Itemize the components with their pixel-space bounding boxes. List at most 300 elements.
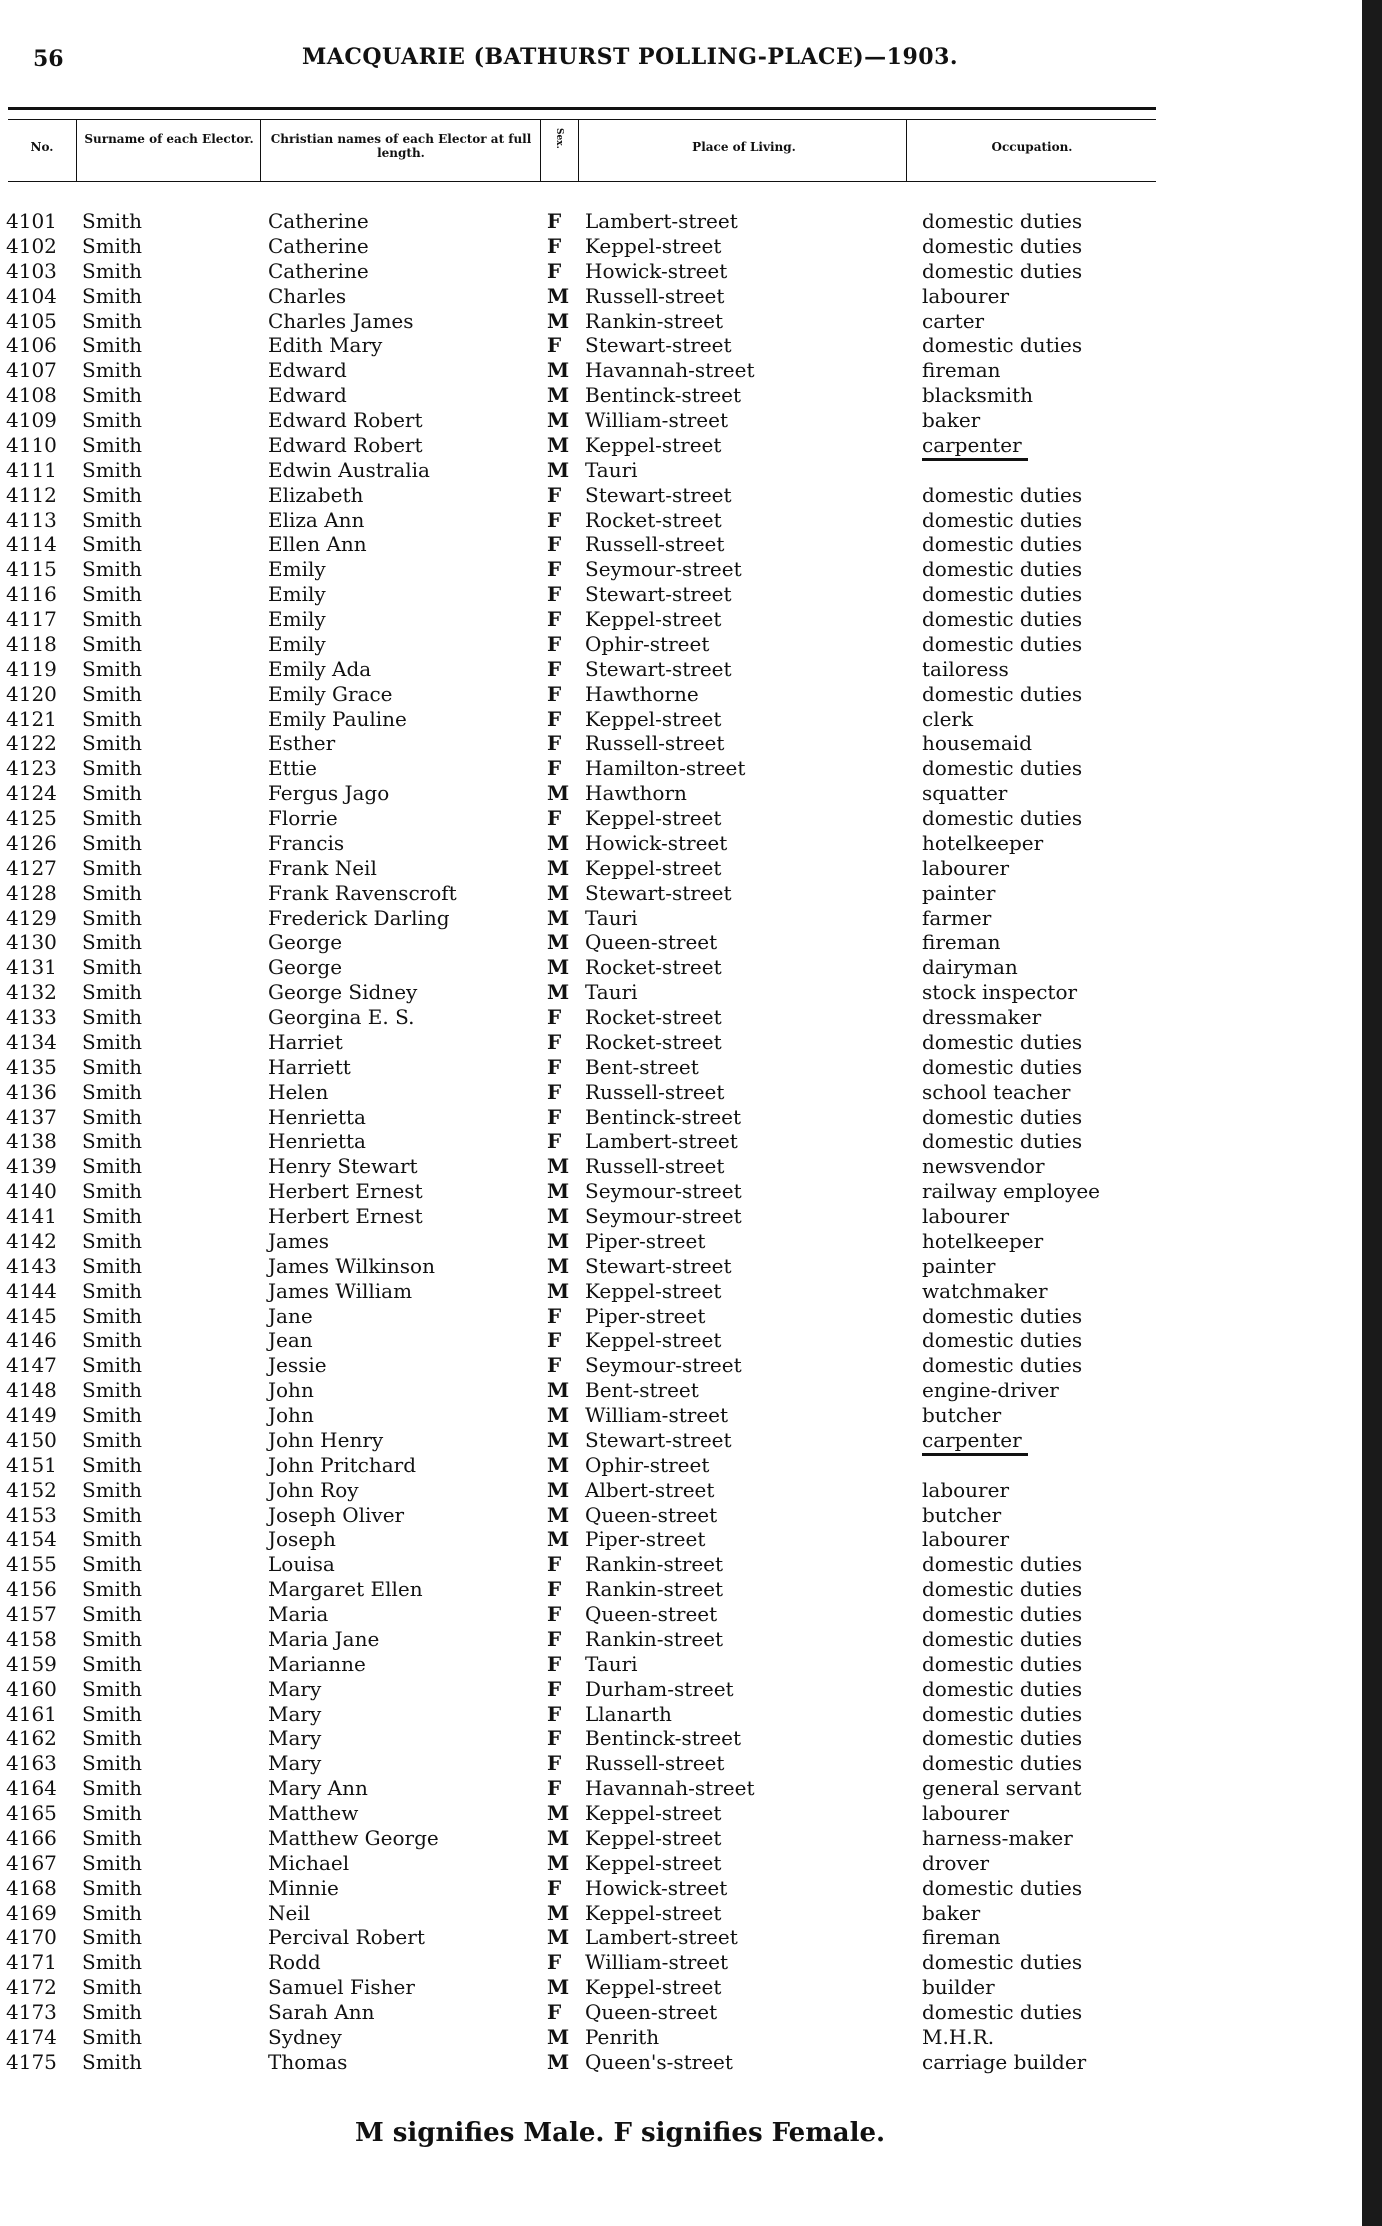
table-row bbox=[0, 1627, 1382, 1652]
elector-surname: Smith bbox=[82, 1452, 142, 1477]
elector-surname: Smith bbox=[82, 681, 142, 706]
elector-sex: M bbox=[547, 358, 570, 383]
elector-occupation: painter bbox=[922, 880, 996, 905]
elector-sex: F bbox=[547, 1776, 562, 1801]
elector-christian-names: Frank Neil bbox=[268, 855, 377, 880]
table-row bbox=[0, 930, 1382, 955]
elector-number: 4107 bbox=[6, 358, 57, 383]
elector-sex: M bbox=[547, 1477, 570, 1502]
elector-sex: F bbox=[547, 209, 562, 233]
table-row bbox=[0, 483, 1382, 508]
elector-occupation: domestic duties bbox=[922, 532, 1083, 557]
table-row bbox=[0, 1229, 1382, 1254]
elector-occupation: domestic duties bbox=[922, 631, 1083, 656]
elector-surname: Smith bbox=[82, 1701, 142, 1726]
elector-christian-names: Edward Robert bbox=[268, 408, 423, 432]
elector-occupation: carriage builder bbox=[922, 2049, 1087, 2074]
elector-number: 4167 bbox=[6, 1850, 57, 1875]
elector-sex: F bbox=[547, 1303, 562, 1328]
elector-christian-names: Neil bbox=[268, 1900, 311, 1925]
elector-number: 4132 bbox=[6, 980, 57, 1005]
elector-christian-names: Michael bbox=[268, 1850, 350, 1875]
elector-sex: M bbox=[547, 1452, 570, 1477]
table-row bbox=[0, 1776, 1382, 1801]
elector-sex: F bbox=[547, 1701, 562, 1726]
elector-surname: Smith bbox=[82, 706, 142, 731]
elector-surname: Smith bbox=[82, 1278, 142, 1303]
table-row bbox=[0, 1005, 1382, 1030]
elector-christian-names: Eliza Ann bbox=[268, 507, 365, 532]
elector-place: Hamilton-street bbox=[585, 756, 746, 781]
table-row bbox=[0, 682, 1382, 707]
elector-christian-names: Emily bbox=[268, 631, 326, 656]
elector-occupation: farmer bbox=[922, 905, 992, 930]
elector-sex: M bbox=[547, 457, 570, 482]
elector-surname: Smith bbox=[82, 2049, 142, 2074]
elector-place: Ophir-street bbox=[585, 631, 710, 656]
occupation-blank-rule bbox=[922, 458, 1028, 461]
table-row bbox=[0, 881, 1382, 906]
column-divider bbox=[540, 119, 541, 181]
table-row bbox=[0, 831, 1382, 856]
elector-sex: F bbox=[547, 1054, 562, 1079]
elector-occupation: fireman bbox=[922, 1925, 1001, 1950]
elector-occupation: painter bbox=[922, 1253, 996, 1278]
elector-surname: Smith bbox=[82, 1925, 142, 1950]
table-row bbox=[0, 607, 1382, 632]
elector-place: William-street bbox=[585, 1950, 729, 1975]
elector-sex: F bbox=[547, 1552, 562, 1577]
elector-occupation: domestic duties bbox=[922, 756, 1083, 781]
table-row bbox=[0, 806, 1382, 831]
table-row bbox=[0, 1129, 1382, 1154]
column-divider bbox=[260, 119, 261, 181]
elector-christian-names: John bbox=[268, 1378, 314, 1403]
elector-sex: F bbox=[547, 233, 562, 258]
elector-christian-names: George bbox=[268, 930, 343, 955]
table-row bbox=[0, 906, 1382, 931]
elector-number: 4137 bbox=[6, 1104, 57, 1129]
elector-occupation: domestic duties bbox=[922, 1950, 1083, 1975]
elector-number: 4173 bbox=[6, 2000, 57, 2024]
elector-place: Keppel-street bbox=[585, 855, 722, 880]
elector-surname: Smith bbox=[82, 980, 142, 1005]
elector-place: Seymour-street bbox=[585, 1204, 742, 1228]
elector-christian-names: Florrie bbox=[268, 806, 338, 830]
elector-sex: M bbox=[547, 880, 570, 905]
elector-sex: M bbox=[547, 1403, 570, 1427]
elector-sex: M bbox=[547, 1378, 570, 1403]
elector-christian-names: James bbox=[268, 1228, 330, 1253]
elector-sex: M bbox=[547, 1427, 570, 1452]
elector-occupation: M.H.R. bbox=[922, 2024, 995, 2049]
elector-surname: Smith bbox=[82, 1726, 142, 1751]
elector-place: Stewart-street bbox=[585, 1427, 732, 1452]
elector-place: Queen-street bbox=[585, 1602, 718, 1626]
table-row bbox=[0, 1055, 1382, 1080]
elector-occupation: domestic duties bbox=[922, 482, 1083, 507]
elector-surname: Smith bbox=[82, 1975, 142, 2000]
elector-surname: Smith bbox=[82, 1228, 142, 1253]
table-row bbox=[0, 1353, 1382, 1378]
table-row bbox=[0, 1826, 1382, 1851]
elector-place: Keppel-street bbox=[585, 432, 722, 457]
table-row bbox=[0, 1204, 1382, 1229]
elector-christian-names: Edith Mary bbox=[268, 333, 383, 358]
elector-occupation: domestic duties bbox=[922, 1104, 1083, 1129]
elector-christian-names: Henry Stewart bbox=[268, 1154, 418, 1179]
elector-surname: Smith bbox=[82, 930, 142, 955]
elector-occupation: watchmaker bbox=[922, 1278, 1048, 1303]
table-row bbox=[0, 1950, 1382, 1975]
elector-christian-names: Margaret Ellen bbox=[268, 1577, 423, 1602]
table-row bbox=[0, 309, 1382, 334]
page-number: 56 bbox=[33, 46, 64, 72]
elector-occupation: stock inspector bbox=[922, 980, 1078, 1005]
elector-place: Piper-street bbox=[585, 1527, 706, 1552]
elector-place: Havannah-street bbox=[585, 1776, 755, 1801]
table-row bbox=[0, 333, 1382, 358]
elector-number: 4153 bbox=[6, 1502, 57, 1527]
elector-number: 4161 bbox=[6, 1701, 57, 1726]
column-divider bbox=[76, 119, 77, 181]
table-row bbox=[0, 1179, 1382, 1204]
elector-occupation: butcher bbox=[922, 1403, 1002, 1427]
elector-number: 4166 bbox=[6, 1825, 57, 1850]
elector-christian-names: Frederick Darling bbox=[268, 905, 450, 930]
elector-surname: Smith bbox=[82, 283, 142, 308]
elector-surname: Smith bbox=[82, 1427, 142, 1452]
elector-number: 4171 bbox=[6, 1950, 57, 1975]
elector-surname: Smith bbox=[82, 358, 142, 383]
elector-place: Penrith bbox=[585, 2024, 660, 2049]
elector-surname: Smith bbox=[82, 1577, 142, 1602]
elector-sex: M bbox=[547, 383, 570, 408]
table-row bbox=[0, 1602, 1382, 1627]
elector-number: 4147 bbox=[6, 1353, 57, 1378]
elector-christian-names: Francis bbox=[268, 830, 345, 855]
elector-number: 4128 bbox=[6, 880, 57, 905]
table-row bbox=[0, 1702, 1382, 1727]
elector-number: 4110 bbox=[6, 432, 57, 457]
elector-sex: F bbox=[547, 1577, 562, 1602]
elector-number: 4140 bbox=[6, 1179, 57, 1204]
elector-place: Russell-street bbox=[585, 731, 725, 756]
elector-place: Russell-street bbox=[585, 283, 725, 308]
elector-christian-names: John Henry bbox=[268, 1427, 384, 1452]
elector-number: 4122 bbox=[6, 731, 57, 756]
elector-occupation: baker bbox=[922, 408, 981, 432]
elector-place: Bentinck-street bbox=[585, 1726, 742, 1751]
column-divider bbox=[906, 119, 907, 181]
sex-legend: M signifies Male. F signifies Female. bbox=[354, 2118, 886, 2148]
elector-occupation: domestic duties bbox=[922, 2000, 1083, 2024]
table-row bbox=[0, 1154, 1382, 1179]
elector-christian-names: Elizabeth bbox=[268, 482, 364, 507]
elector-occupation: domestic duties bbox=[922, 557, 1083, 582]
elector-surname: Smith bbox=[82, 1403, 142, 1427]
elector-place: Seymour-street bbox=[585, 1179, 742, 1204]
elector-place: Tauri bbox=[585, 1651, 638, 1676]
elector-christian-names: Mary bbox=[268, 1676, 322, 1701]
elector-number: 4104 bbox=[6, 283, 57, 308]
elector-surname: Smith bbox=[82, 1900, 142, 1925]
elector-christian-names: Henrietta bbox=[268, 1104, 366, 1129]
elector-sex: F bbox=[547, 1676, 562, 1701]
elector-sex: M bbox=[547, 1154, 570, 1179]
elector-occupation: domestic duties bbox=[922, 258, 1083, 283]
elector-number: 4160 bbox=[6, 1676, 57, 1701]
table-row bbox=[0, 1254, 1382, 1279]
table-row bbox=[0, 508, 1382, 533]
elector-christian-names: Minnie bbox=[268, 1875, 339, 1900]
elector-sex: F bbox=[547, 1079, 562, 1104]
elector-sex: F bbox=[547, 756, 562, 781]
elector-surname: Smith bbox=[82, 432, 142, 457]
elector-sex: F bbox=[547, 1626, 562, 1651]
elector-number: 4124 bbox=[6, 781, 57, 806]
elector-number: 4103 bbox=[6, 258, 57, 283]
elector-surname: Smith bbox=[82, 1005, 142, 1029]
elector-sex: M bbox=[547, 830, 570, 855]
elector-occupation: domestic duties bbox=[922, 233, 1083, 258]
elector-place: Tauri bbox=[585, 457, 638, 482]
elector-christian-names: Harriet bbox=[268, 1029, 343, 1054]
table-row bbox=[0, 433, 1382, 458]
table-row bbox=[0, 1328, 1382, 1353]
elector-surname: Smith bbox=[82, 1353, 142, 1378]
elector-surname: Smith bbox=[82, 1129, 142, 1154]
elector-surname: Smith bbox=[82, 209, 142, 233]
column-header-place: Place of Living. bbox=[692, 140, 796, 154]
elector-sex: F bbox=[547, 1029, 562, 1054]
elector-christian-names: Fergus Jago bbox=[268, 781, 390, 806]
elector-christian-names: Charles James bbox=[268, 308, 414, 333]
elector-number: 4143 bbox=[6, 1253, 57, 1278]
elector-christian-names: Mary bbox=[268, 1701, 322, 1726]
elector-place: Tauri bbox=[585, 905, 638, 930]
table-row bbox=[0, 2025, 1382, 2050]
elector-sex: F bbox=[547, 1751, 562, 1776]
elector-occupation: domestic duties bbox=[922, 333, 1083, 358]
elector-number: 4141 bbox=[6, 1204, 57, 1228]
table-row bbox=[0, 856, 1382, 881]
elector-christian-names: Helen bbox=[268, 1079, 329, 1104]
table-row bbox=[0, 657, 1382, 682]
elector-christian-names: Joseph bbox=[268, 1527, 336, 1552]
table-row bbox=[0, 458, 1382, 483]
elector-occupation: domestic duties bbox=[922, 1353, 1083, 1378]
elector-sex: M bbox=[547, 432, 570, 457]
elector-surname: Smith bbox=[82, 1776, 142, 1801]
elector-christian-names: Jane bbox=[268, 1303, 313, 1328]
elector-surname: Smith bbox=[82, 1552, 142, 1577]
elector-sex: F bbox=[547, 2000, 562, 2024]
elector-number: 4138 bbox=[6, 1129, 57, 1154]
elector-place: Queen-street bbox=[585, 2000, 718, 2024]
table-row bbox=[0, 582, 1382, 607]
elector-place: Bentinck-street bbox=[585, 383, 742, 408]
elector-place: Stewart-street bbox=[585, 333, 732, 358]
elector-place: Rankin-street bbox=[585, 1626, 724, 1651]
elector-surname: Smith bbox=[82, 1104, 142, 1129]
elector-surname: Smith bbox=[82, 1303, 142, 1328]
elector-surname: Smith bbox=[82, 880, 142, 905]
elector-christian-names: Emily bbox=[268, 582, 326, 607]
elector-place: Stewart-street bbox=[585, 656, 732, 681]
elector-number: 4156 bbox=[6, 1577, 57, 1602]
table-row bbox=[0, 1652, 1382, 1677]
elector-place: Hawthorne bbox=[585, 681, 699, 706]
elector-surname: Smith bbox=[82, 1801, 142, 1825]
elector-sex: F bbox=[547, 1328, 562, 1353]
elector-occupation: hotelkeeper bbox=[922, 830, 1044, 855]
elector-place: Havannah-street bbox=[585, 358, 755, 383]
elector-place: Lambert-street bbox=[585, 209, 738, 233]
header-rule bbox=[8, 119, 1156, 120]
column-header-no: No. bbox=[30, 140, 54, 154]
elector-place: Keppel-street bbox=[585, 1975, 722, 2000]
elector-sex: M bbox=[547, 2049, 570, 2074]
elector-place: Bent-street bbox=[585, 1378, 699, 1403]
elector-sex: M bbox=[547, 1278, 570, 1303]
elector-surname: Smith bbox=[82, 1154, 142, 1179]
elector-surname: Smith bbox=[82, 905, 142, 930]
elector-christian-names: Matthew bbox=[268, 1801, 359, 1825]
table-row bbox=[0, 259, 1382, 284]
elector-number: 4120 bbox=[6, 681, 57, 706]
elector-number: 4113 bbox=[6, 507, 57, 532]
elector-sex: F bbox=[547, 706, 562, 731]
elector-place: Bent-street bbox=[585, 1054, 699, 1079]
table-row bbox=[0, 209, 1382, 234]
elector-place: Keppel-street bbox=[585, 706, 722, 731]
elector-christian-names: Thomas bbox=[268, 2049, 348, 2074]
elector-surname: Smith bbox=[82, 383, 142, 408]
elector-number: 4163 bbox=[6, 1751, 57, 1776]
elector-number: 4112 bbox=[6, 482, 57, 507]
elector-christian-names: John bbox=[268, 1403, 314, 1427]
elector-occupation: dressmaker bbox=[922, 1005, 1042, 1029]
elector-sex: M bbox=[547, 283, 570, 308]
elector-occupation: drover bbox=[922, 1850, 990, 1875]
elector-occupation: domestic duties bbox=[922, 1726, 1083, 1751]
elector-occupation: squatter bbox=[922, 781, 1008, 806]
elector-occupation: carter bbox=[922, 308, 985, 333]
elector-number: 4146 bbox=[6, 1328, 57, 1353]
elector-number: 4145 bbox=[6, 1303, 57, 1328]
elector-christian-names: Emily bbox=[268, 607, 326, 631]
elector-place: Lambert-street bbox=[585, 1925, 738, 1950]
elector-occupation: domestic duties bbox=[922, 1054, 1083, 1079]
elector-sex: M bbox=[547, 1204, 570, 1228]
elector-occupation: tailoress bbox=[922, 656, 1009, 681]
elector-surname: Smith bbox=[82, 1328, 142, 1353]
elector-surname: Smith bbox=[82, 507, 142, 532]
table-row bbox=[0, 358, 1382, 383]
table-row bbox=[0, 284, 1382, 309]
elector-surname: Smith bbox=[82, 955, 142, 980]
table-row bbox=[0, 557, 1382, 582]
elector-sex: M bbox=[547, 308, 570, 333]
column-header-christian-names: Christian names of each Elector at full length. bbox=[270, 132, 532, 160]
elector-place: William-street bbox=[585, 408, 729, 432]
table-row bbox=[0, 1527, 1382, 1552]
elector-place: Russell-street bbox=[585, 1154, 725, 1179]
elector-occupation: labourer bbox=[922, 855, 1010, 880]
elector-number: 4164 bbox=[6, 1776, 57, 1801]
elector-surname: Smith bbox=[82, 1875, 142, 1900]
elector-number: 4135 bbox=[6, 1054, 57, 1079]
elector-christian-names: Mary Ann bbox=[268, 1776, 368, 1801]
elector-place: Llanarth bbox=[585, 1701, 672, 1726]
elector-number: 4168 bbox=[6, 1875, 57, 1900]
occupation-blank-rule bbox=[922, 1453, 1028, 1456]
elector-place: Rankin-street bbox=[585, 1577, 724, 1602]
elector-occupation: carpenter bbox=[922, 432, 1022, 457]
table-row bbox=[0, 1503, 1382, 1528]
elector-surname: Smith bbox=[82, 258, 142, 283]
elector-number: 4136 bbox=[6, 1079, 57, 1104]
elector-surname: Smith bbox=[82, 731, 142, 756]
elector-surname: Smith bbox=[82, 1527, 142, 1552]
elector-sex: F bbox=[547, 731, 562, 756]
elector-sex: M bbox=[547, 2024, 570, 2049]
elector-occupation: harness-maker bbox=[922, 1825, 1073, 1850]
elector-christian-names: Edwin Australia bbox=[268, 457, 430, 482]
elector-surname: Smith bbox=[82, 830, 142, 855]
elector-sex: M bbox=[547, 930, 570, 955]
elector-occupation: domestic duties bbox=[922, 1029, 1083, 1054]
table-row bbox=[0, 2050, 1382, 2075]
elector-sex: M bbox=[547, 1900, 570, 1925]
elector-place: Rankin-street bbox=[585, 1552, 724, 1577]
elector-place: Russell-street bbox=[585, 532, 725, 557]
elector-place: Keppel-street bbox=[585, 1850, 722, 1875]
elector-place: Rocket-street bbox=[585, 955, 722, 980]
elector-number: 4105 bbox=[6, 308, 57, 333]
elector-christian-names: Emily Grace bbox=[268, 681, 393, 706]
elector-surname: Smith bbox=[82, 855, 142, 880]
elector-christian-names: George bbox=[268, 955, 343, 980]
elector-place: Keppel-street bbox=[585, 607, 722, 631]
elector-number: 4158 bbox=[6, 1626, 57, 1651]
elector-place: Stewart-street bbox=[585, 1253, 732, 1278]
elector-surname: Smith bbox=[82, 1825, 142, 1850]
elector-christian-names: Jean bbox=[268, 1328, 313, 1353]
elector-christian-names: Rodd bbox=[268, 1950, 321, 1975]
elector-occupation: domestic duties bbox=[922, 582, 1083, 607]
elector-place: Piper-street bbox=[585, 1303, 706, 1328]
elector-place: Rankin-street bbox=[585, 308, 724, 333]
elector-sex: M bbox=[547, 1502, 570, 1527]
table-row bbox=[0, 1577, 1382, 1602]
elector-occupation: school teacher bbox=[922, 1079, 1071, 1104]
elector-surname: Smith bbox=[82, 1477, 142, 1502]
elector-place: Queen's-street bbox=[585, 2049, 733, 2074]
elector-occupation: builder bbox=[922, 1975, 995, 2000]
elector-christian-names: Harriett bbox=[268, 1054, 351, 1079]
elector-christian-names: Ellen Ann bbox=[268, 532, 367, 557]
table-row bbox=[0, 1453, 1382, 1478]
table-row bbox=[0, 955, 1382, 980]
table-row bbox=[0, 1851, 1382, 1876]
elector-surname: Smith bbox=[82, 532, 142, 557]
elector-number: 4152 bbox=[6, 1477, 57, 1502]
elector-number: 4114 bbox=[6, 532, 57, 557]
elector-number: 4162 bbox=[6, 1726, 57, 1751]
elector-number: 4102 bbox=[6, 233, 57, 258]
